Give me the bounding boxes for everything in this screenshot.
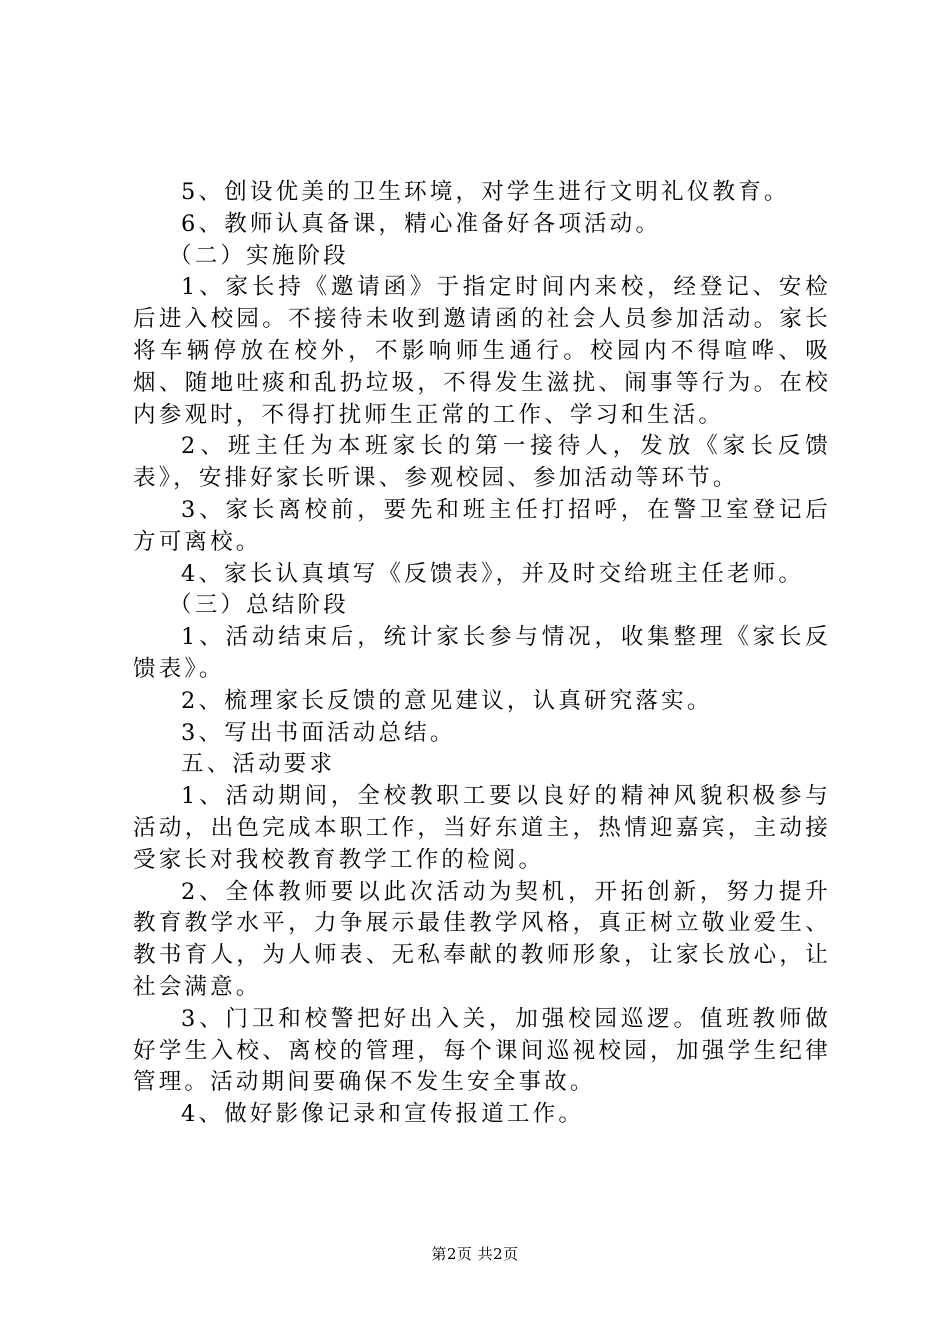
paragraph-implementation-4: 4、家长认真填写《反馈表》，并及时交给班主任老师。 xyxy=(181,560,805,587)
paragraph-requirements-3: 3、门卫和校警把好出入关，加强校园巡逻。值班教师做好学生入校、离校的管理，每个课间巡视校园，加强学生纪律管理。活动期间要确保不发生安全事故。 xyxy=(133,1005,831,1096)
paragraph-implementation-2: 2、班主任为本班家长的第一接待人，发放《家长反馈表》，安排好家长听课、参观校园、参加活动等环节。 xyxy=(133,433,831,492)
page-number-footer: 第2页 共2页 xyxy=(431,1245,519,1263)
paragraph-implementation-3: 3、家长离校前，要先和班主任打招呼，在警卫室登记后方可离校。 xyxy=(133,496,831,555)
paragraph-requirements-1: 1、活动期间，全校教职工要以良好的精神风貌积极参与活动，出色完成本职工作，当好东道主，热情迎嘉宾，主动接受家长对我校教育教学工作的检阅。 xyxy=(133,783,831,873)
paragraph-item-5-environment: 5、创设优美的卫生环境，对学生进行文明礼仪教育。 xyxy=(181,179,790,205)
paragraph-summary-1: 1、活动结束后，统计家长参与情况，收集整理《家长反馈表》。 xyxy=(133,624,831,682)
section-heading-requirements: 五、活动要求 xyxy=(181,751,336,778)
paragraph-implementation-1: 1、家长持《邀请函》于指定时间内来校，经登记、安检后进入校园。不接待未收到邀请函的社会人员参加活动。家长将车辆停放在校外，不影响师生通行。校园内不得喧哗、吸烟、随地吐痰和乱扔垃圾，不得发生滋扰、闹事等行为。在校内参观时，不得打扰师生正常的工作、学习和生活。 xyxy=(133,274,831,428)
paragraph-summary-2: 2、梳理家长反馈的意见建议，认真研究落实。 xyxy=(181,687,713,714)
paragraph-summary-3: 3、写出书面活动总结。 xyxy=(181,719,456,746)
paragraph-item-6-preparation: 6、教师认真备课，精心准备好各项活动。 xyxy=(181,210,662,237)
section-heading-summary: （三）总结阶段 xyxy=(169,592,349,619)
paragraph-requirements-4: 4、做好影像记录和宣传报道工作。 xyxy=(181,1101,585,1128)
document-body xyxy=(133,177,831,1131)
section-heading-implementation: （二）实施阶段 xyxy=(169,242,349,269)
paragraph-requirements-2: 2、全体教师要以此次活动为契机，开拓创新，努力提升教育教学水平，力争展示最佳教学风格，真正树立敬业爱生、教书育人，为人师表、无私奉献的教师形象，让家长放心，让社会满意。 xyxy=(133,878,831,1000)
